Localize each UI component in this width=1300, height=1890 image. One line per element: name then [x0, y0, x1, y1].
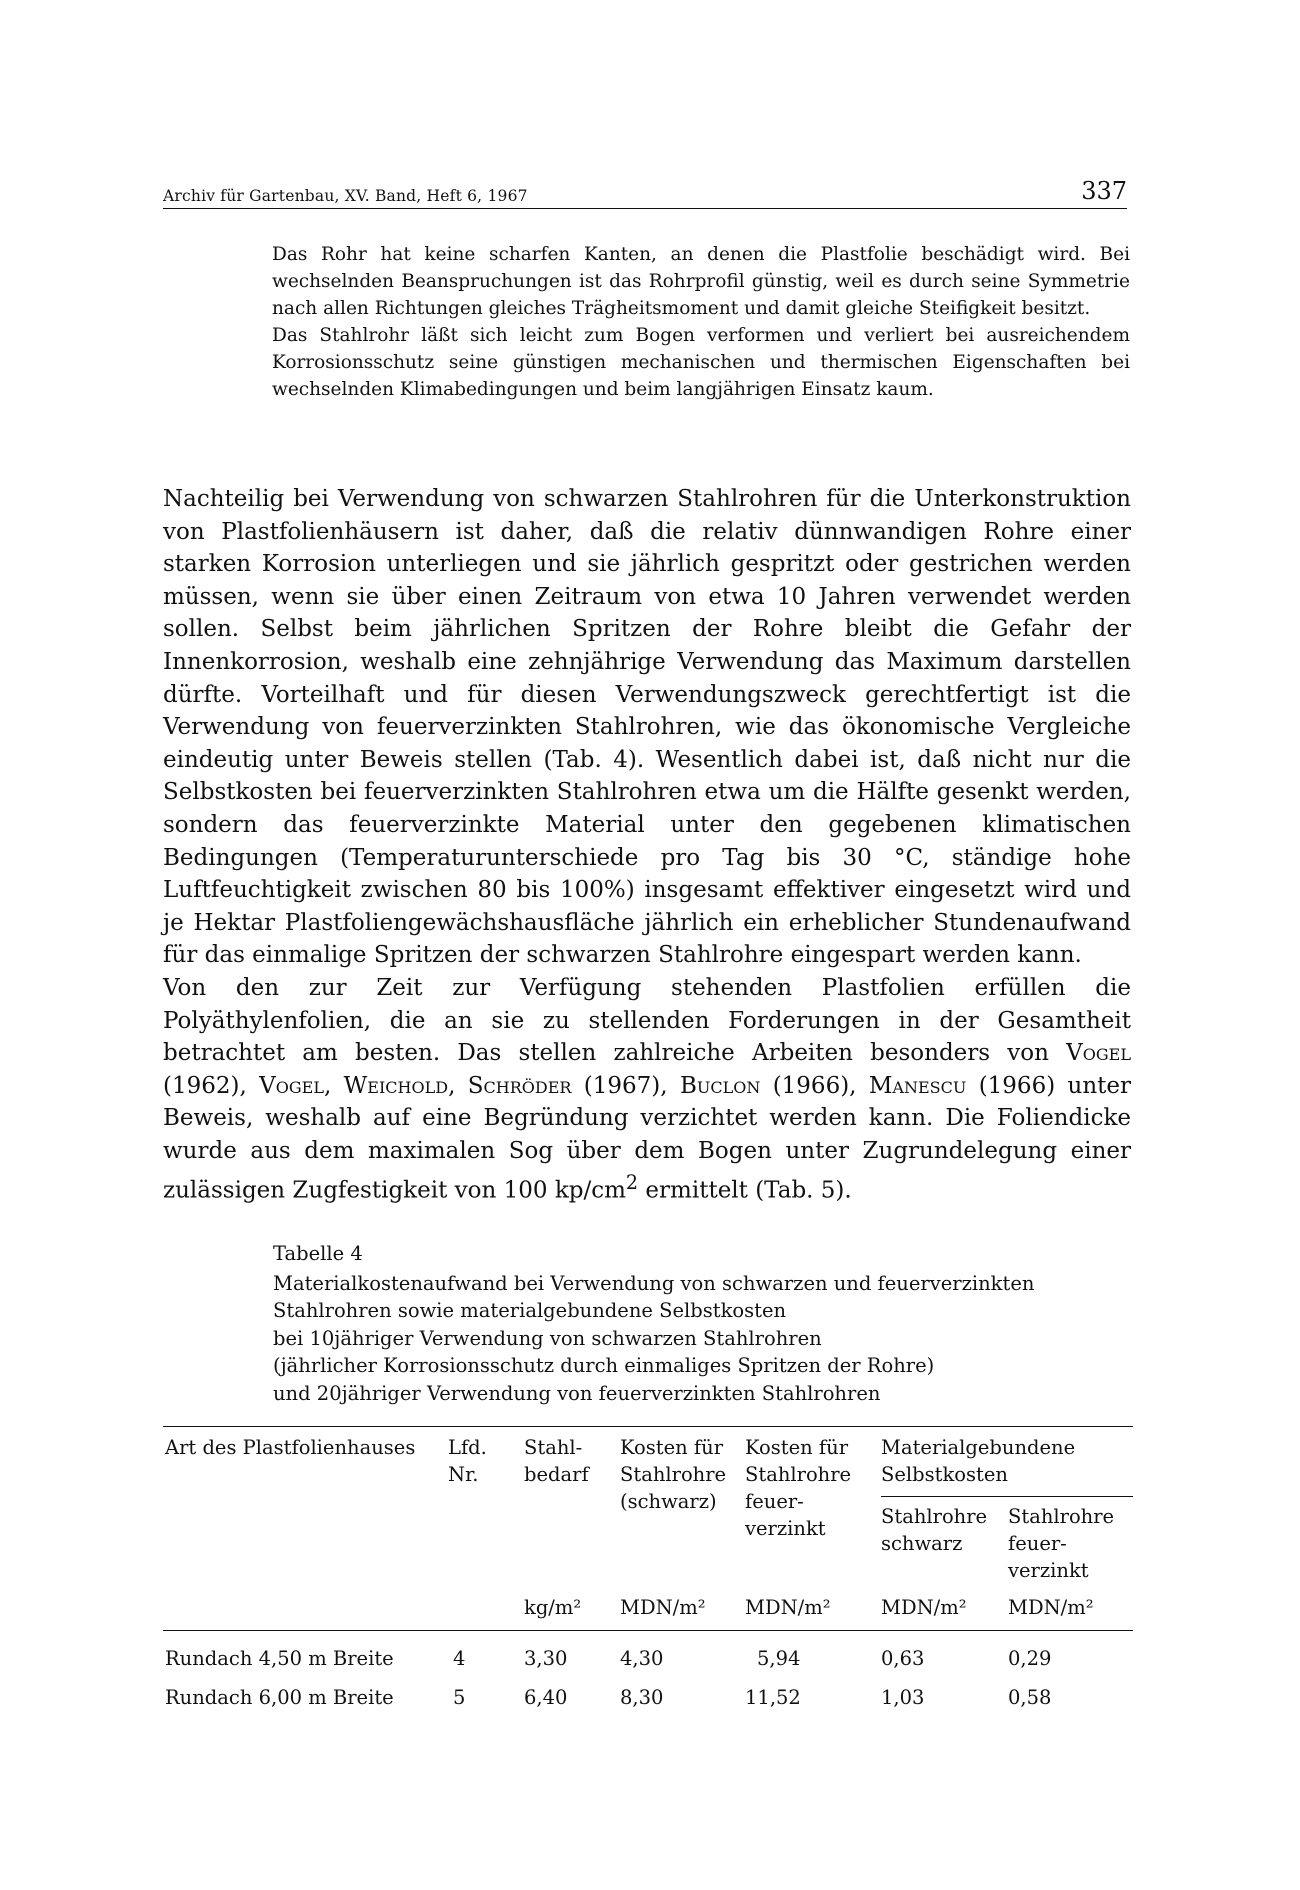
table-header-rule [163, 1630, 1133, 1631]
header-kosten-verzinkt: Kosten für [745, 1436, 849, 1459]
caption-line: Materialkostenaufwand bei Verwendung von schwarzen und feuerverzinkten [273, 1271, 1035, 1295]
unit-label: MDN/m² [620, 1596, 706, 1619]
running-header [163, 177, 1127, 209]
header-selbstkosten: Selbstkosten [881, 1463, 1008, 1486]
cell-lfd: 4 [453, 1647, 466, 1670]
body-paragraph: Nachteilig bei Verwendung von schwarzen Stahlrohren für die Unterkonstruktion von Plastfolienhäusern ist daher, daß die relativ dünnwandigen Rohre einer starken Korrosion unterliegen und sie jährlich gespritzt oder gestrichen werden müssen, wenn sie über einen Zeitraum von etwa 10 Jahren verwendet werden sollen. Selbst beim jährlichen Spritzen der Rohre bleibt die Gefahr der Innenkorrosion, weshalb eine zehnjährige Verwendung das Maximum darstellen dürfte. Vorteilhaft und für diesen Verwendungszweck gerechtfertigt ist die Verwendung von feuerverzinkten Stahlrohren, wie das ökonomische Vergleiche eindeutig unter Beweis stellen (Tab. 4). Wesentlich dabei ist, daß nicht nur die Selbstkosten bei feuerverzinkten Stahlrohren etwa um die Hälfte gesenkt werden, sondern das feuerverzinkte Material unter den gegebenen klimatischen Bedingungen (Temperaturunterschiede pro Tag bis 30 °C, ständige hohe Luftfeuchtigkeit zwischen 80 bis 100%) insgesamt effektiver eingesetzt wird und je Hektar Plastfoliengewächshausfläche jährlich ein erheblicher Stundenaufwand für das einmalige Spritzen der schwarzen Stahlrohre eingespart werden kann. [163, 486, 1131, 969]
cell-selbstkosten-verzinkt: 0,29 [1008, 1647, 1052, 1670]
header-stahl: Stahl- [524, 1436, 583, 1459]
subheader-verzinkt: feuer- [1008, 1532, 1067, 1555]
header-art: Art des Plastfolienhauses [165, 1436, 416, 1459]
header-kosten-schwarz: Kosten für [620, 1436, 724, 1459]
header-materialgebunden: Materialgebundene [881, 1436, 1076, 1459]
author-name: Weichold [343, 1072, 449, 1099]
table-row [163, 1683, 1133, 1713]
caption-line: (jährlicher Korrosionsschutz durch einmaliges Spritzen der Rohre) [273, 1354, 935, 1377]
cell-selbstkosten-verzinkt: 0,58 [1008, 1686, 1052, 1709]
indented-points [272, 241, 1130, 403]
author-name: Buclon [679, 1072, 761, 1099]
unit-label: MDN/m² [745, 1596, 831, 1619]
cell-kosten-schwarz: 8,30 [620, 1686, 664, 1709]
header-nr: Nr. [448, 1463, 479, 1486]
header-lfd: Lfd. [448, 1436, 487, 1459]
subheader-verzinkt: verzinkt [1008, 1559, 1089, 1582]
table-title: Tabelle 4 [273, 1242, 363, 1265]
cell-selbstkosten-schwarz: 1,03 [881, 1686, 925, 1709]
table-top-rule [163, 1426, 1133, 1427]
caption-line: Stahlrohren sowie materialgebundene Selbstkosten [273, 1299, 787, 1322]
header-kosten-schwarz: Stahlrohre [620, 1463, 727, 1486]
header-kosten-verzinkt: verzinkt [745, 1517, 826, 1540]
subheader-verzinkt: Stahlrohre [1008, 1505, 1115, 1528]
unit-label: MDN/m² [1008, 1596, 1094, 1619]
author-name: Vogel [259, 1072, 324, 1099]
indented-paragraph: Das Rohr hat keine scharfen Kanten, an denen die Plastfolie beschädigt wird. Bei wechselnden Beanspruchungen ist das Rohrprofil günstig, weil es durch seine Symmetrie nach allen Richtungen gleiches Trägheitsmoment und damit gleiche Steifigkeit besitzt. [272, 244, 1130, 319]
cell-stahlbedarf: 6,40 [524, 1686, 568, 1709]
caption-line: und 20jähriger Verwendung von feuerverzinkten Stahlrohren [273, 1381, 881, 1405]
table-row [163, 1644, 1133, 1674]
cell-lfd: 5 [453, 1686, 466, 1709]
cell-kosten-verzinkt: 11,52 [745, 1686, 801, 1709]
author-name: Manescu [868, 1072, 967, 1099]
cell-art: Rundach 4,50 m Breite [165, 1647, 394, 1670]
cell-stahlbedarf: 3,30 [524, 1647, 568, 1670]
journal-citation: Archiv für Gartenbau, XV. Band, Heft 6, 1967 [163, 187, 528, 205]
author-name: Vogel [1066, 1040, 1131, 1067]
unit-label: kg/m² [524, 1596, 582, 1619]
author-name: Schröder [467, 1072, 572, 1099]
page-number: 337 [1081, 177, 1127, 205]
body-paragraph: Von den zur Zeit zur Verfügung stehenden Plastfolien erfüllen die Polyäthylenfolien, die an sie zu stellenden Forderungen in der Gesamtheit betrachtet am besten. Das stellen zahlreiche Arbeiten besonders von Vogel (1962), Vogel, Weichold, Schröder (1967), Buclon (1966), Manescu (1966) unter Beweis, weshalb auf eine Begründung verzichtet werden kann. Die Foliendicke wurde aus dem maximalen Sog über dem Bogen unter Zugrundelegung einer zulässigen Zugfestigkeit von 100 $kp/cm^2$ ermittelt (Tab. 5). [163, 974, 1132, 1205]
indented-paragraph: Das Stahlrohr läßt sich leicht zum Bogen verformen und verliert bei ausreichendem Korrosionsschutz seine günstigen mechanischen und thermischen Eigenschaften bei wechselnden Klimabedingungen und beim langjährigen Einsatz kaum. [272, 325, 1130, 400]
table-caption [273, 1240, 1133, 1407]
caption-line: bei 10jähriger Verwendung von schwarzen Stahlrohren [273, 1326, 822, 1350]
header-kosten-verzinkt: Stahlrohre [745, 1463, 852, 1486]
cell-kosten-schwarz: 4,30 [620, 1647, 664, 1670]
body-text [163, 483, 1131, 1208]
subheader-schwarz: schwarz [881, 1532, 963, 1555]
cell-art: Rundach 6,00 m Breite [165, 1686, 394, 1709]
unit-label: MDN/m² [881, 1596, 967, 1619]
cell-kosten-verzinkt: 5,94 [757, 1647, 801, 1670]
table-sub-rule [881, 1496, 1133, 1497]
header-bedarf: bedarf [524, 1463, 589, 1486]
subheader-schwarz: Stahlrohre [881, 1505, 988, 1528]
header-kosten-verzinkt: feuer- [745, 1490, 804, 1513]
cell-selbstkosten-schwarz: 0,63 [881, 1647, 925, 1670]
header-kosten-schwarz: (schwarz) [620, 1490, 717, 1513]
